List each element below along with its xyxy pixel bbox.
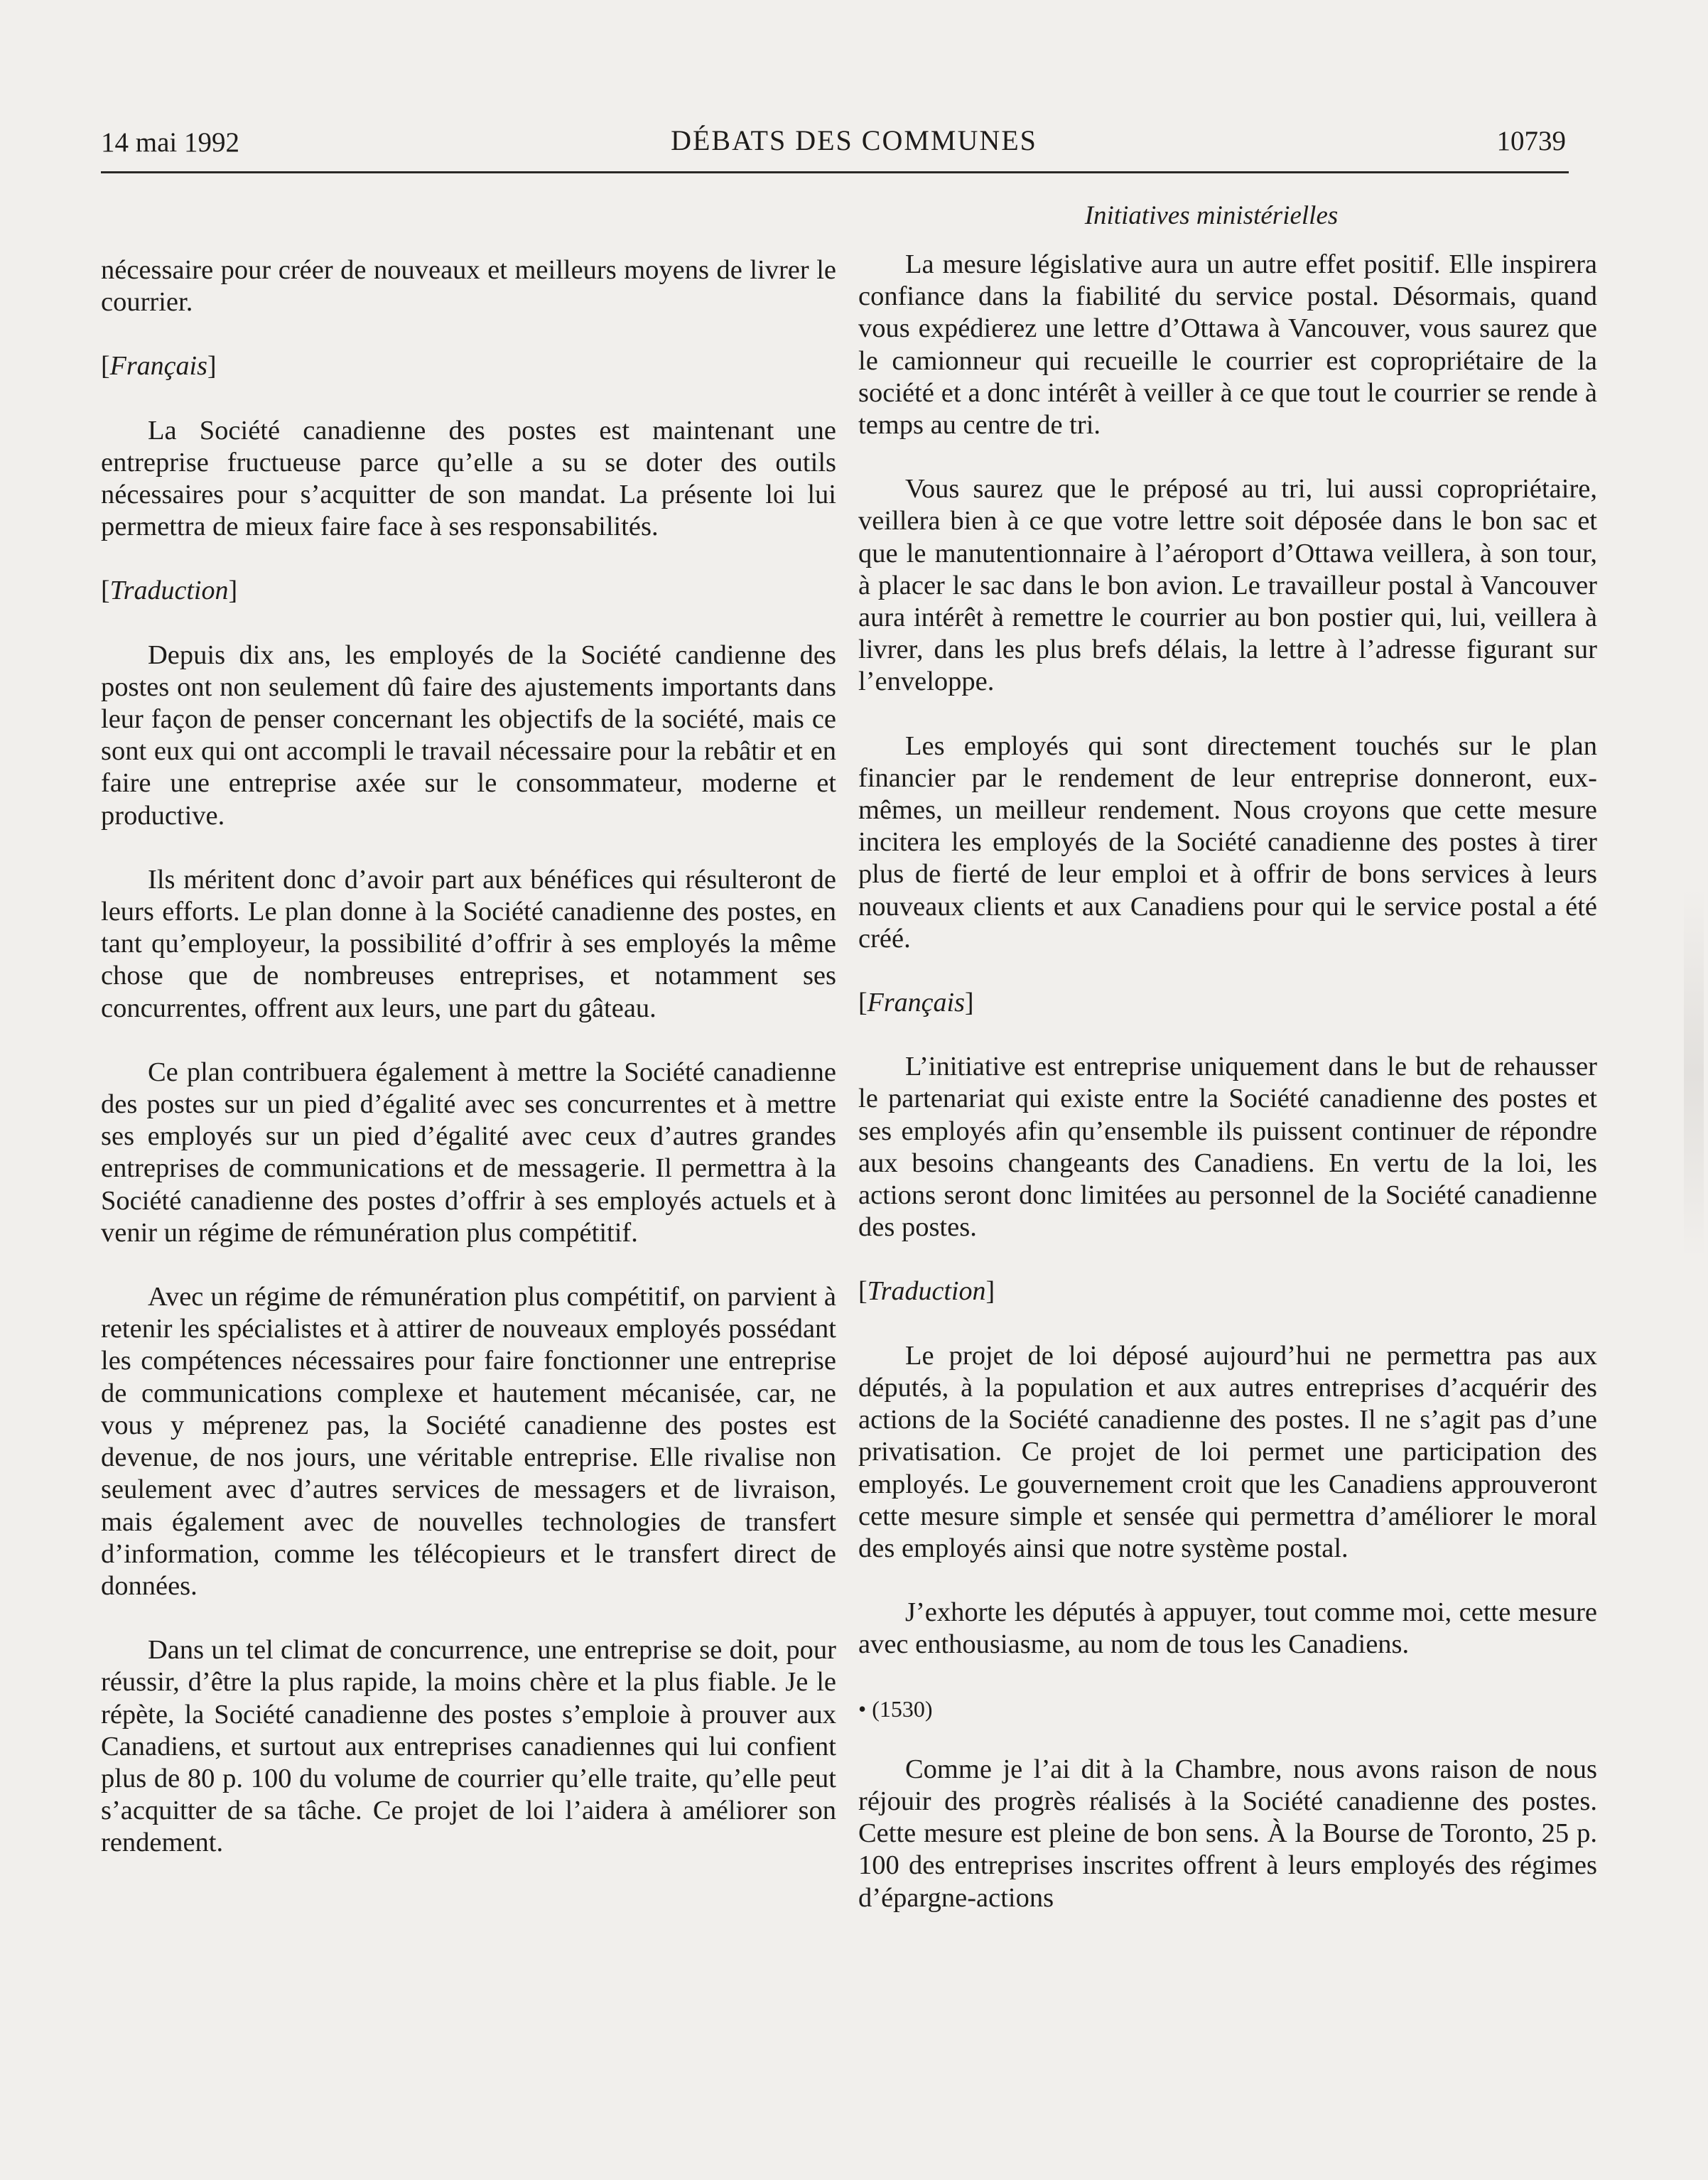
left-column	[101, 254, 836, 1860]
paragraph: Depuis dix ans, les employés de la Société candienne des postes ont non seulement dû faire des ajustements importants dans leur façon de penser concernant les objectifs de la société, mais ce sont eux qui ont accompli le travail nécessaire pour la rebâtir et en faire une entreprise axée sur le consommateur, moderne et productive.	[101, 640, 836, 831]
paragraph: Dans un tel climat de concurrence, une entreprise se doit, pour réussir, d’être la plus rapide, la moins chère et la plus fiable. Je le répète, la Société canadienne des postes s’emploie à prouver aux Canadiens, et surtout aux entreprises canadiennes qui lui confient plus de 80 p. 100 du volume de courrier qu’elle traite, qu’elle peut s’acquitter de sa tâche. Ce projet de loi l’aidera à améliorer son rendement.	[101, 1635, 836, 1858]
scan-edge-shadow	[1684, 888, 1704, 1258]
language-label: [Traduction]	[101, 576, 238, 606]
paragraph: La Société canadienne des postes est maintenant une entreprise fructueuse parce qu’elle a su se doter des outils nécessaires pour s’acquitter de son mandat. La présente loi lui permettra de mieux faire face à ses responsabilités.	[101, 415, 836, 542]
paragraph: Le projet de loi déposé aujourd’hui ne permettra pas aux députés, à la population et aux autres entreprises d’acquérir des actions de la Société canadienne des postes. Il ne s’agit pas d’une privatisation. Ce projet de loi permet une participation des employés. Le gouvernement croit que les Canadiens approuveront cette mesure simple et sensée qui permettra d’améliorer le moral des employés ainsi que notre système postal.	[858, 1340, 1597, 1563]
time-marker: • (1530)	[858, 1695, 933, 1722]
paragraph: Ils méritent donc d’avoir part aux bénéfices qui résulteront de leurs efforts. Le plan donne à la Société canadienne des postes, en tant qu’employeur, la possibilité d’offrir à ses employés la même chose que de nombreuses entreprises, et notamment ses concurrentes, offrent aux leurs, une part du gâteau.	[101, 864, 836, 1023]
header-date: 14 mai 1992	[101, 127, 239, 158]
header-page-number: 10739	[1496, 126, 1566, 156]
running-head: Initiatives ministérielles	[1084, 201, 1339, 230]
paragraph: Ce plan contribuera également à mettre la Société canadienne des postes sur un pied d’égalité avec ses concurrentes et à mettre ses employés sur un pied d’égalité avec ceux d’autres grandes entreprises de communications et de messagerie. Il permettra à la Société canadienne des postes d’offrir à ses employés actuels et à venir un régime de rémunération plus compétitif.	[101, 1057, 836, 1248]
paragraph: Comme je l’ai dit à la Chambre, nous avons raison de nous réjouir des progrès réalisés à la Société canadienne des postes. Cette mesure est pleine de bon sens. À la Bourse de Toronto, 25 p. 100 des entreprises inscrites offrent à leurs employés des régimes d’épargne-actions	[858, 1754, 1597, 1913]
paragraph: Vous saurez que le préposé au tri, lui aussi copropriétaire, veillera bien à ce que votre lettre soit déposée dans le bon sac et que le manutentionnaire à l’aéroport d’Ottawa veillera, à son tour, à placer le sac dans le bon avion. Le travailleur postal à Vancouver aura intérêt à remettre le courrier au bon postier qui, lui, veillera à livrer, dans les plus brefs délais, la lettre à l’adresse figurant sur l’enveloppe.	[858, 474, 1597, 697]
header-rule	[101, 171, 1569, 173]
paragraph: L’initiative est entreprise uniquement dans le but de rehausser le partenariat qui existe entre la Société canadienne des postes et ses employés afin qu’ensemble ils puissent continuer de répondre aux besoins changeants des Canadiens. En vertu de la loi, les actions seront donc limitées au personnel de la Société canadienne des postes.	[858, 1052, 1597, 1243]
right-column	[858, 249, 1597, 1914]
paragraph: nécessaire pour créer de nouveaux et meilleurs moyens de livrer le courrier.	[101, 255, 836, 318]
header-title: DÉBATS DES COMMUNES	[671, 124, 1037, 156]
language-label: [Français]	[101, 351, 217, 382]
paragraph: J’exhorte les députés à appuyer, tout comme moi, cette mesure avec enthousiasme, au nom de tous les Canadiens.	[858, 1597, 1597, 1660]
paragraph: La mesure législative aura un autre effet positif. Elle inspirera confiance dans la fiabilité du service postal. Désormais, quand vous expédierez une lettre d’Ottawa à Vancouver, vous saurez que le camionneur qui recueille le courrier est copropriétaire de la société et a donc intérêt à veiller à ce que tout le courrier se rende à temps au centre de tri.	[858, 249, 1597, 441]
language-label: [Français]	[858, 988, 974, 1018]
language-label: [Traduction]	[858, 1276, 995, 1307]
paragraph: Les employés qui sont directement touchés sur le plan financier par le rendement de leur entreprise donneront, eux-mêmes, un meilleur rendement. Nous croyons que cette mesure incitera les employés de la Société canadienne des postes à tirer plus de fierté de leur emploi et à offrir de bons services à leurs nouveaux clients et aux Canadiens pour qui le service postal a été créé.	[858, 730, 1597, 954]
paragraph: Avec un régime de rémunération plus compétitif, on parvient à retenir les spécialistes et à attirer de nouveaux employés possédant les compétences nécessaires pour faire fonctionner une entreprise de communications complexe et hautement mécanisée, car, ne vous y méprenez pas, la Société canadienne des postes est devenue, de nos jours, une véritable entreprise. Elle rivalise non seulement avec d’autres services de messagers et de livraison, mais également avec de nouvelles technologies de transfert d’information, comme les télécopieurs et le transfert direct de données.	[101, 1282, 836, 1601]
